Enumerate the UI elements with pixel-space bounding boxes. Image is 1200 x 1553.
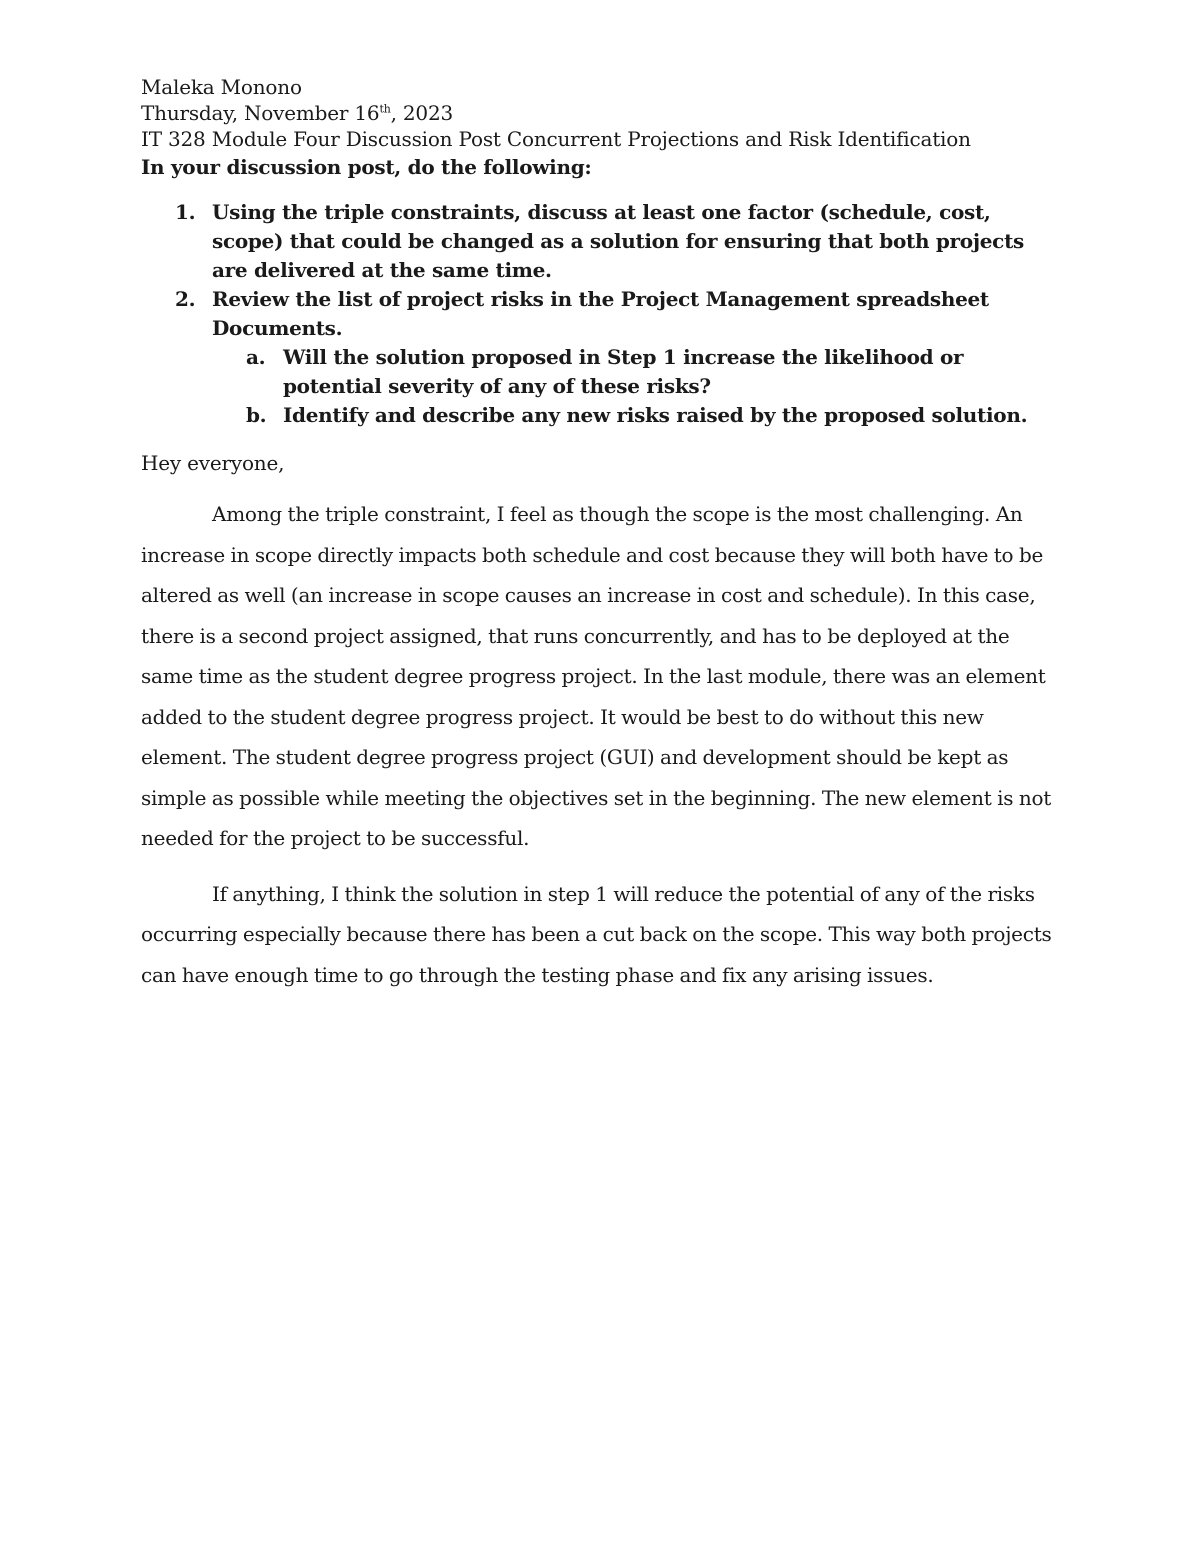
instruction-subitem — [212, 343, 1061, 401]
date-prefix: Thursday, November 16 — [141, 101, 380, 125]
instruction-item — [141, 285, 1061, 430]
instruction-text: Review the list of project risks in the Project Management spreadsheet Documents. — [212, 287, 989, 340]
instruction-subitem — [212, 401, 1061, 430]
course-title: IT 328 Module Four Discussion Post Concurrent Projections and Risk Identification — [141, 127, 971, 151]
date-suffix: , 2023 — [390, 101, 453, 125]
instruction-sublist — [212, 343, 1061, 430]
instruction-list — [141, 198, 1061, 430]
instruction-letter: b. — [246, 403, 267, 427]
document-date — [141, 100, 1061, 126]
date-superscript: th — [379, 102, 391, 116]
instruction-letter: a. — [246, 345, 266, 369]
instruction-subtext: Will the solution proposed in Step 1 increase the likelihood or potential severity of any of these risks? — [283, 345, 964, 398]
instruction-text: Using the triple constraints, discuss at least one factor (schedule, cost, scope) that could be changed as a solution for ensuring that both projects are delivered at the same time. — [212, 200, 1024, 282]
response-greeting: Hey everyone, — [141, 451, 285, 475]
author-name: Maleka Monono — [141, 75, 302, 99]
instruction-item — [141, 198, 1061, 285]
prompt-heading: In your discussion post, do the following: — [141, 155, 592, 179]
response-paragraph: If anything, I think the solution in step 1 will reduce the potential of any of the risks occurring especially because there has been a cut back on the scope. This way both projects can have enough time to go through the testing phase and fix any arising issues. — [141, 881, 1052, 987]
instruction-subtext: Identify and describe any new risks raised by the proposed solution. — [283, 403, 1028, 427]
response-paragraph: Among the triple constraint, I feel as though the scope is the most challenging. An increase in scope directly impacts both schedule and cost because they will both have to be altered as well (an increase in scope causes an increase in cost and schedule). In this case, there is a second project assigned, that runs concurrently, and has to be deployed at the same time as the student degree progress project. In the last module, there was an element added to the student degree progress project. It would be best to do without this new element. The student degree progress project (GUI) and development should be kept as simple as possible while meeting the objectives set in the beginning. The new element is not needed for the project to be successful. — [141, 502, 1052, 850]
document-body — [141, 74, 1061, 995]
instruction-number: 2. — [175, 287, 196, 311]
instruction-number: 1. — [175, 200, 196, 224]
